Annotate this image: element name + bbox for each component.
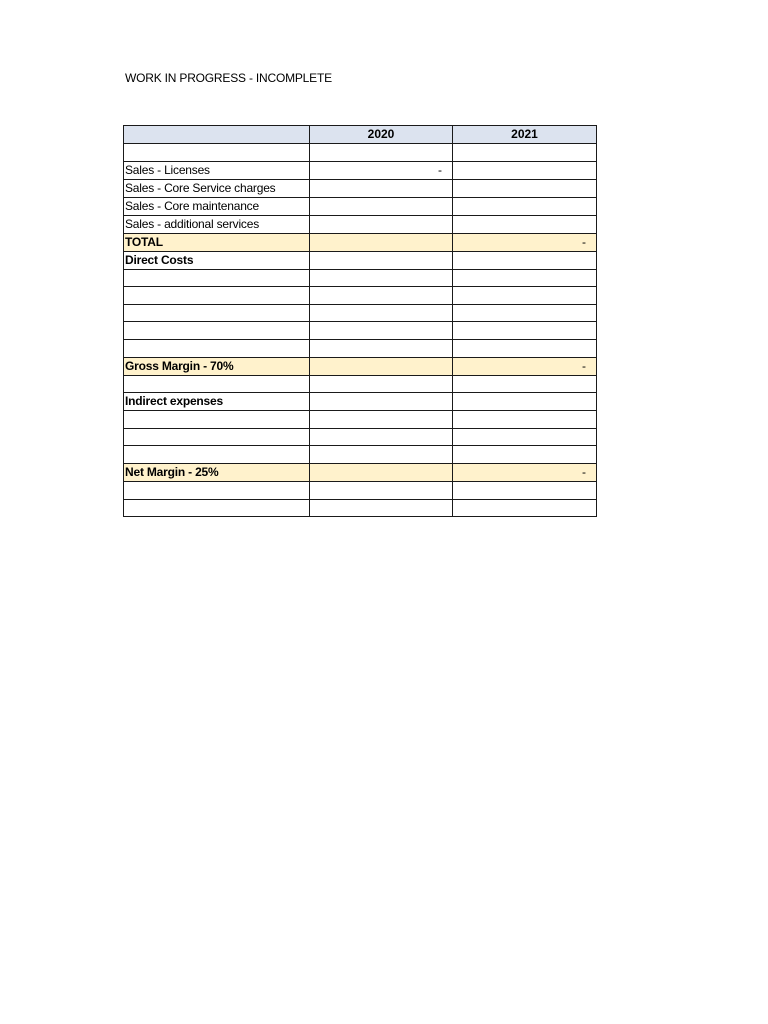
row-label-cell[interactable]: Sales - Core Service charges: [124, 179, 310, 197]
row-label-cell[interactable]: TOTAL: [124, 233, 310, 251]
value-2020-cell[interactable]: [310, 411, 453, 429]
table-row: [124, 481, 597, 499]
row-label-cell[interactable]: [124, 411, 310, 429]
row-label-cell[interactable]: [124, 481, 310, 499]
value-2021-cell[interactable]: [453, 161, 597, 179]
table-row: [124, 463, 597, 481]
header-2021-cell: 2021: [453, 126, 597, 144]
row-label-cell[interactable]: [124, 304, 310, 322]
value-2021-cell[interactable]: [453, 393, 597, 411]
value-2020-cell[interactable]: [310, 446, 453, 464]
table-row: [124, 428, 597, 446]
header-row: [124, 126, 597, 144]
value-2021-cell[interactable]: [453, 251, 597, 269]
value-2021-cell[interactable]: [453, 269, 597, 287]
row-label-cell[interactable]: [124, 287, 310, 305]
value-2021-cell[interactable]: -: [453, 357, 597, 375]
value-2020-cell[interactable]: [310, 304, 453, 322]
table-row: [124, 499, 597, 517]
value-2020-cell[interactable]: [310, 269, 453, 287]
row-label-cell[interactable]: [124, 446, 310, 464]
value-2021-cell[interactable]: [453, 304, 597, 322]
value-2020-cell[interactable]: [310, 357, 453, 375]
value-2020-cell[interactable]: [310, 197, 453, 215]
row-label-cell[interactable]: [124, 428, 310, 446]
value-2021-cell[interactable]: [453, 481, 597, 499]
table-row: [124, 322, 597, 340]
row-label-cell[interactable]: [124, 375, 310, 393]
value-2021-cell[interactable]: [453, 197, 597, 215]
table-row: [124, 215, 597, 233]
row-label-cell[interactable]: [124, 499, 310, 517]
value-2020-cell[interactable]: [310, 215, 453, 233]
value-2020-cell[interactable]: [310, 287, 453, 305]
value-2021-cell[interactable]: [453, 215, 597, 233]
table-header: [124, 126, 597, 144]
table-row: [124, 411, 597, 429]
value-2021-cell[interactable]: [453, 411, 597, 429]
value-2020-cell[interactable]: [310, 322, 453, 340]
value-2021-cell[interactable]: [453, 428, 597, 446]
table-row: [124, 197, 597, 215]
table-body: [124, 144, 597, 517]
table-row: [124, 287, 597, 305]
table-row: [124, 161, 597, 179]
value-2021-cell[interactable]: [453, 339, 597, 357]
row-label-cell[interactable]: Gross Margin - 70%: [124, 357, 310, 375]
table-row: [124, 393, 597, 411]
table-row: [124, 179, 597, 197]
value-2021-cell[interactable]: [453, 499, 597, 517]
value-2021-cell[interactable]: [453, 375, 597, 393]
table-row: [124, 339, 597, 357]
row-label-cell[interactable]: Indirect expenses: [124, 393, 310, 411]
row-label-cell[interactable]: [124, 144, 310, 162]
value-2020-cell[interactable]: [310, 233, 453, 251]
value-2020-cell[interactable]: [310, 463, 453, 481]
value-2021-cell[interactable]: [453, 322, 597, 340]
value-2020-cell[interactable]: [310, 375, 453, 393]
table-row: [124, 304, 597, 322]
value-2020-cell[interactable]: [310, 393, 453, 411]
table-row: [124, 251, 597, 269]
value-2021-cell[interactable]: [453, 179, 597, 197]
row-label-cell[interactable]: Net Margin - 25%: [124, 463, 310, 481]
table-row: [124, 357, 597, 375]
row-label-cell[interactable]: Sales - Licenses: [124, 161, 310, 179]
header-2020-cell: 2020: [310, 126, 453, 144]
value-2021-cell[interactable]: [453, 144, 597, 162]
value-2021-cell[interactable]: [453, 287, 597, 305]
header-label-cell: [124, 126, 310, 144]
value-2020-cell[interactable]: [310, 428, 453, 446]
value-2020-cell[interactable]: [310, 251, 453, 269]
row-label-cell[interactable]: [124, 339, 310, 357]
row-label-cell[interactable]: [124, 269, 310, 287]
value-2020-cell[interactable]: [310, 144, 453, 162]
row-label-cell[interactable]: Sales - additional services: [124, 215, 310, 233]
table-row: [124, 269, 597, 287]
row-label-cell[interactable]: Sales - Core maintenance: [124, 197, 310, 215]
value-2021-cell[interactable]: [453, 446, 597, 464]
value-2021-cell[interactable]: -: [453, 463, 597, 481]
value-2020-cell[interactable]: [310, 339, 453, 357]
value-2020-cell[interactable]: [310, 481, 453, 499]
value-2020-cell[interactable]: [310, 179, 453, 197]
table-row: [124, 233, 597, 251]
value-2021-cell[interactable]: -: [453, 233, 597, 251]
value-2020-cell[interactable]: [310, 499, 453, 517]
table-row: [124, 144, 597, 162]
value-2020-cell[interactable]: -: [310, 161, 453, 179]
row-label-cell[interactable]: [124, 322, 310, 340]
table-row: [124, 375, 597, 393]
financial-table: [123, 125, 597, 517]
page-title: WORK IN PROGRESS - INCOMPLETE: [125, 71, 332, 85]
row-label-cell[interactable]: Direct Costs: [124, 251, 310, 269]
table-row: [124, 446, 597, 464]
